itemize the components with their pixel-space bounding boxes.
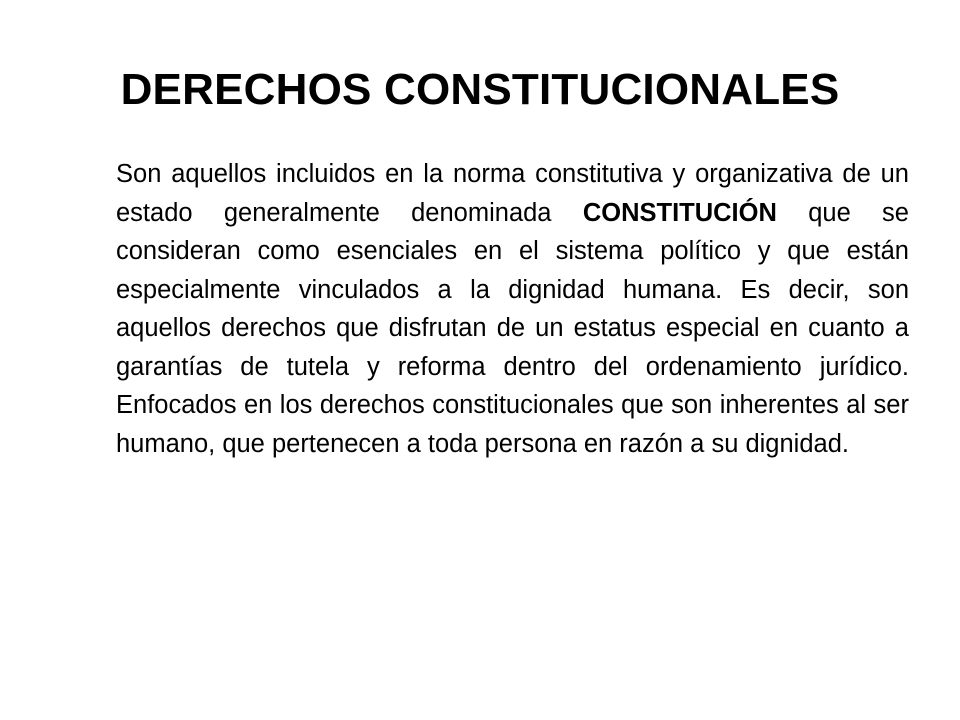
body-text-part-2: que se consideran como esenciales en el sistema político y que están especialmente vinculados a la dignidad humana. Es decir, son aquellos derechos que disfrutan de un estatus especial en cuanto a garantías de tutela y reforma dentro del ordenamiento jurídico. Enfocados en los derechos constitucionales que son inherentes al ser humano, que pertenecen a toda persona en razón a su dignidad. [116,198,909,458]
slide-title: DERECHOS CONSTITUCIONALES [120,65,840,114]
slide-body-paragraph [116,155,909,463]
body-text-emphasis: CONSTITUCIÓN [582,198,777,227]
body-text-part-1: Son aquellos incluidos en la norma constitutiva y organizativa de un estado generalmente denominada [116,160,909,227]
